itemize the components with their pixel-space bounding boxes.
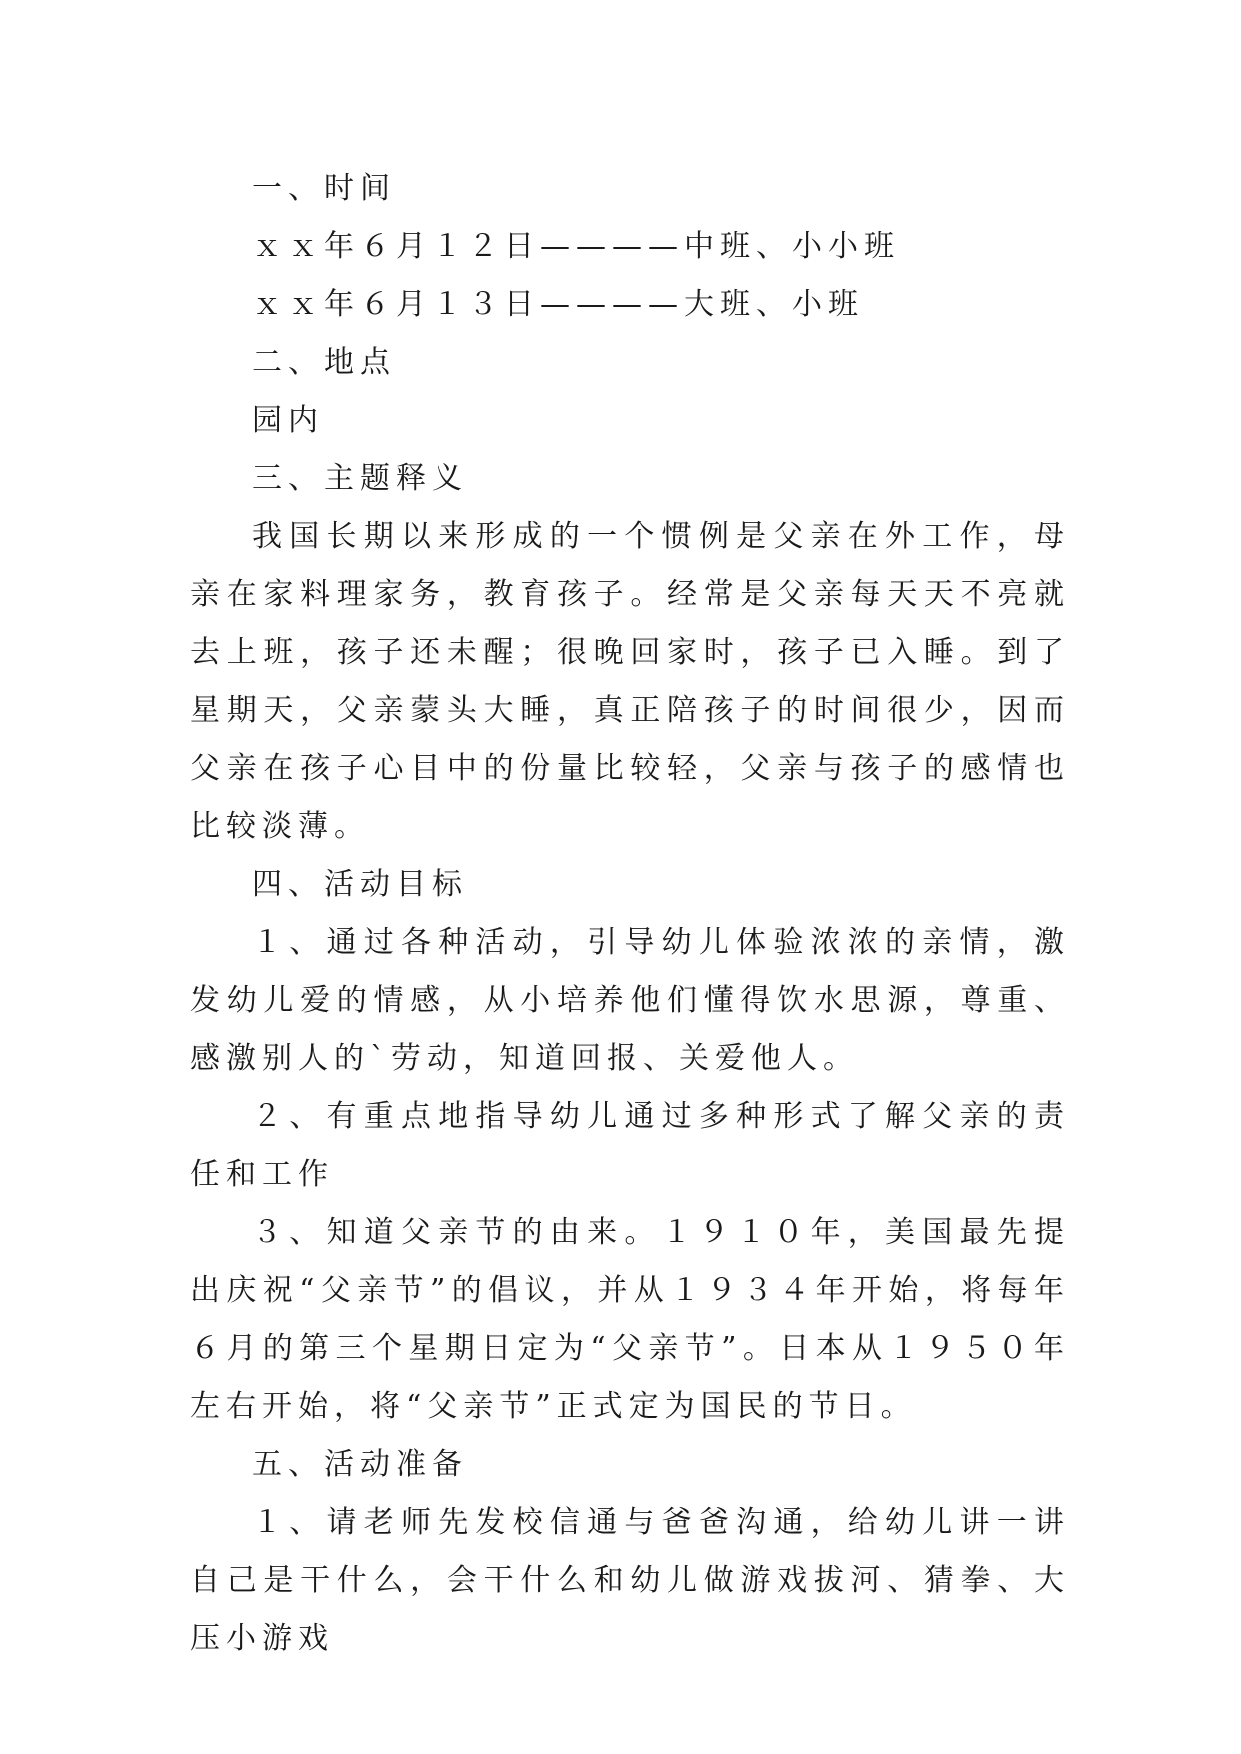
section-heading-goals: 四、活动目标 [252, 867, 468, 902]
preparation-item-1: １、请老师先发校信通与爸爸沟通，给幼儿讲一讲自己是干什么，会干什么和幼儿做游戏拔河、猜拳、大压小游戏 [190, 1505, 1070, 1656]
theme-paragraph: 我国长期以来形成的一个惯例是父亲在外工作，母亲在家料理家务，教育孩子。经常是父亲每天天不亮就去上班，孩子还未醒；很晚回家时，孩子已入睡。到了星期天，父亲蒙头大睡，真正陪孩子的时间很少，因而父亲在孩子心目中的份量比较轻，父亲与孩子的感情也比较淡薄。 [190, 519, 1070, 844]
goal-item-1: １、通过各种活动，引导幼儿体验浓浓的亲情，激发幼儿爱的情感，从小培养他们懂得饮水思源，尊重、感激别人的`劳动，知道回报、关爱他人。 [190, 925, 1070, 1076]
goal-item-3: ３、知道父亲节的由来。１９１０年，美国最先提出庆祝“父亲节”的倡议，并从１９３４年开始，将每年６月的第三个星期日定为“父亲节”。日本从１９５０年左右开始，将“父亲节”正式定为国民的节日。 [190, 1215, 1070, 1424]
schedule-line-2: ｘｘ年６月１３日————大班、小班 [252, 287, 864, 322]
section-heading-preparation: 五、活动准备 [252, 1447, 468, 1482]
section-heading-location: 二、地点 [252, 345, 396, 380]
location-text: 园内 [252, 403, 324, 438]
section-heading-theme: 三、主题释义 [252, 461, 468, 496]
schedule-line-1: ｘｘ年６月１２日————中班、小小班 [252, 229, 900, 264]
goal-item-2: ２、有重点地指导幼儿通过多种形式了解父亲的责任和工作 [190, 1099, 1070, 1192]
document-body [190, 160, 1070, 1668]
section-heading-time: 一、时间 [252, 171, 396, 206]
